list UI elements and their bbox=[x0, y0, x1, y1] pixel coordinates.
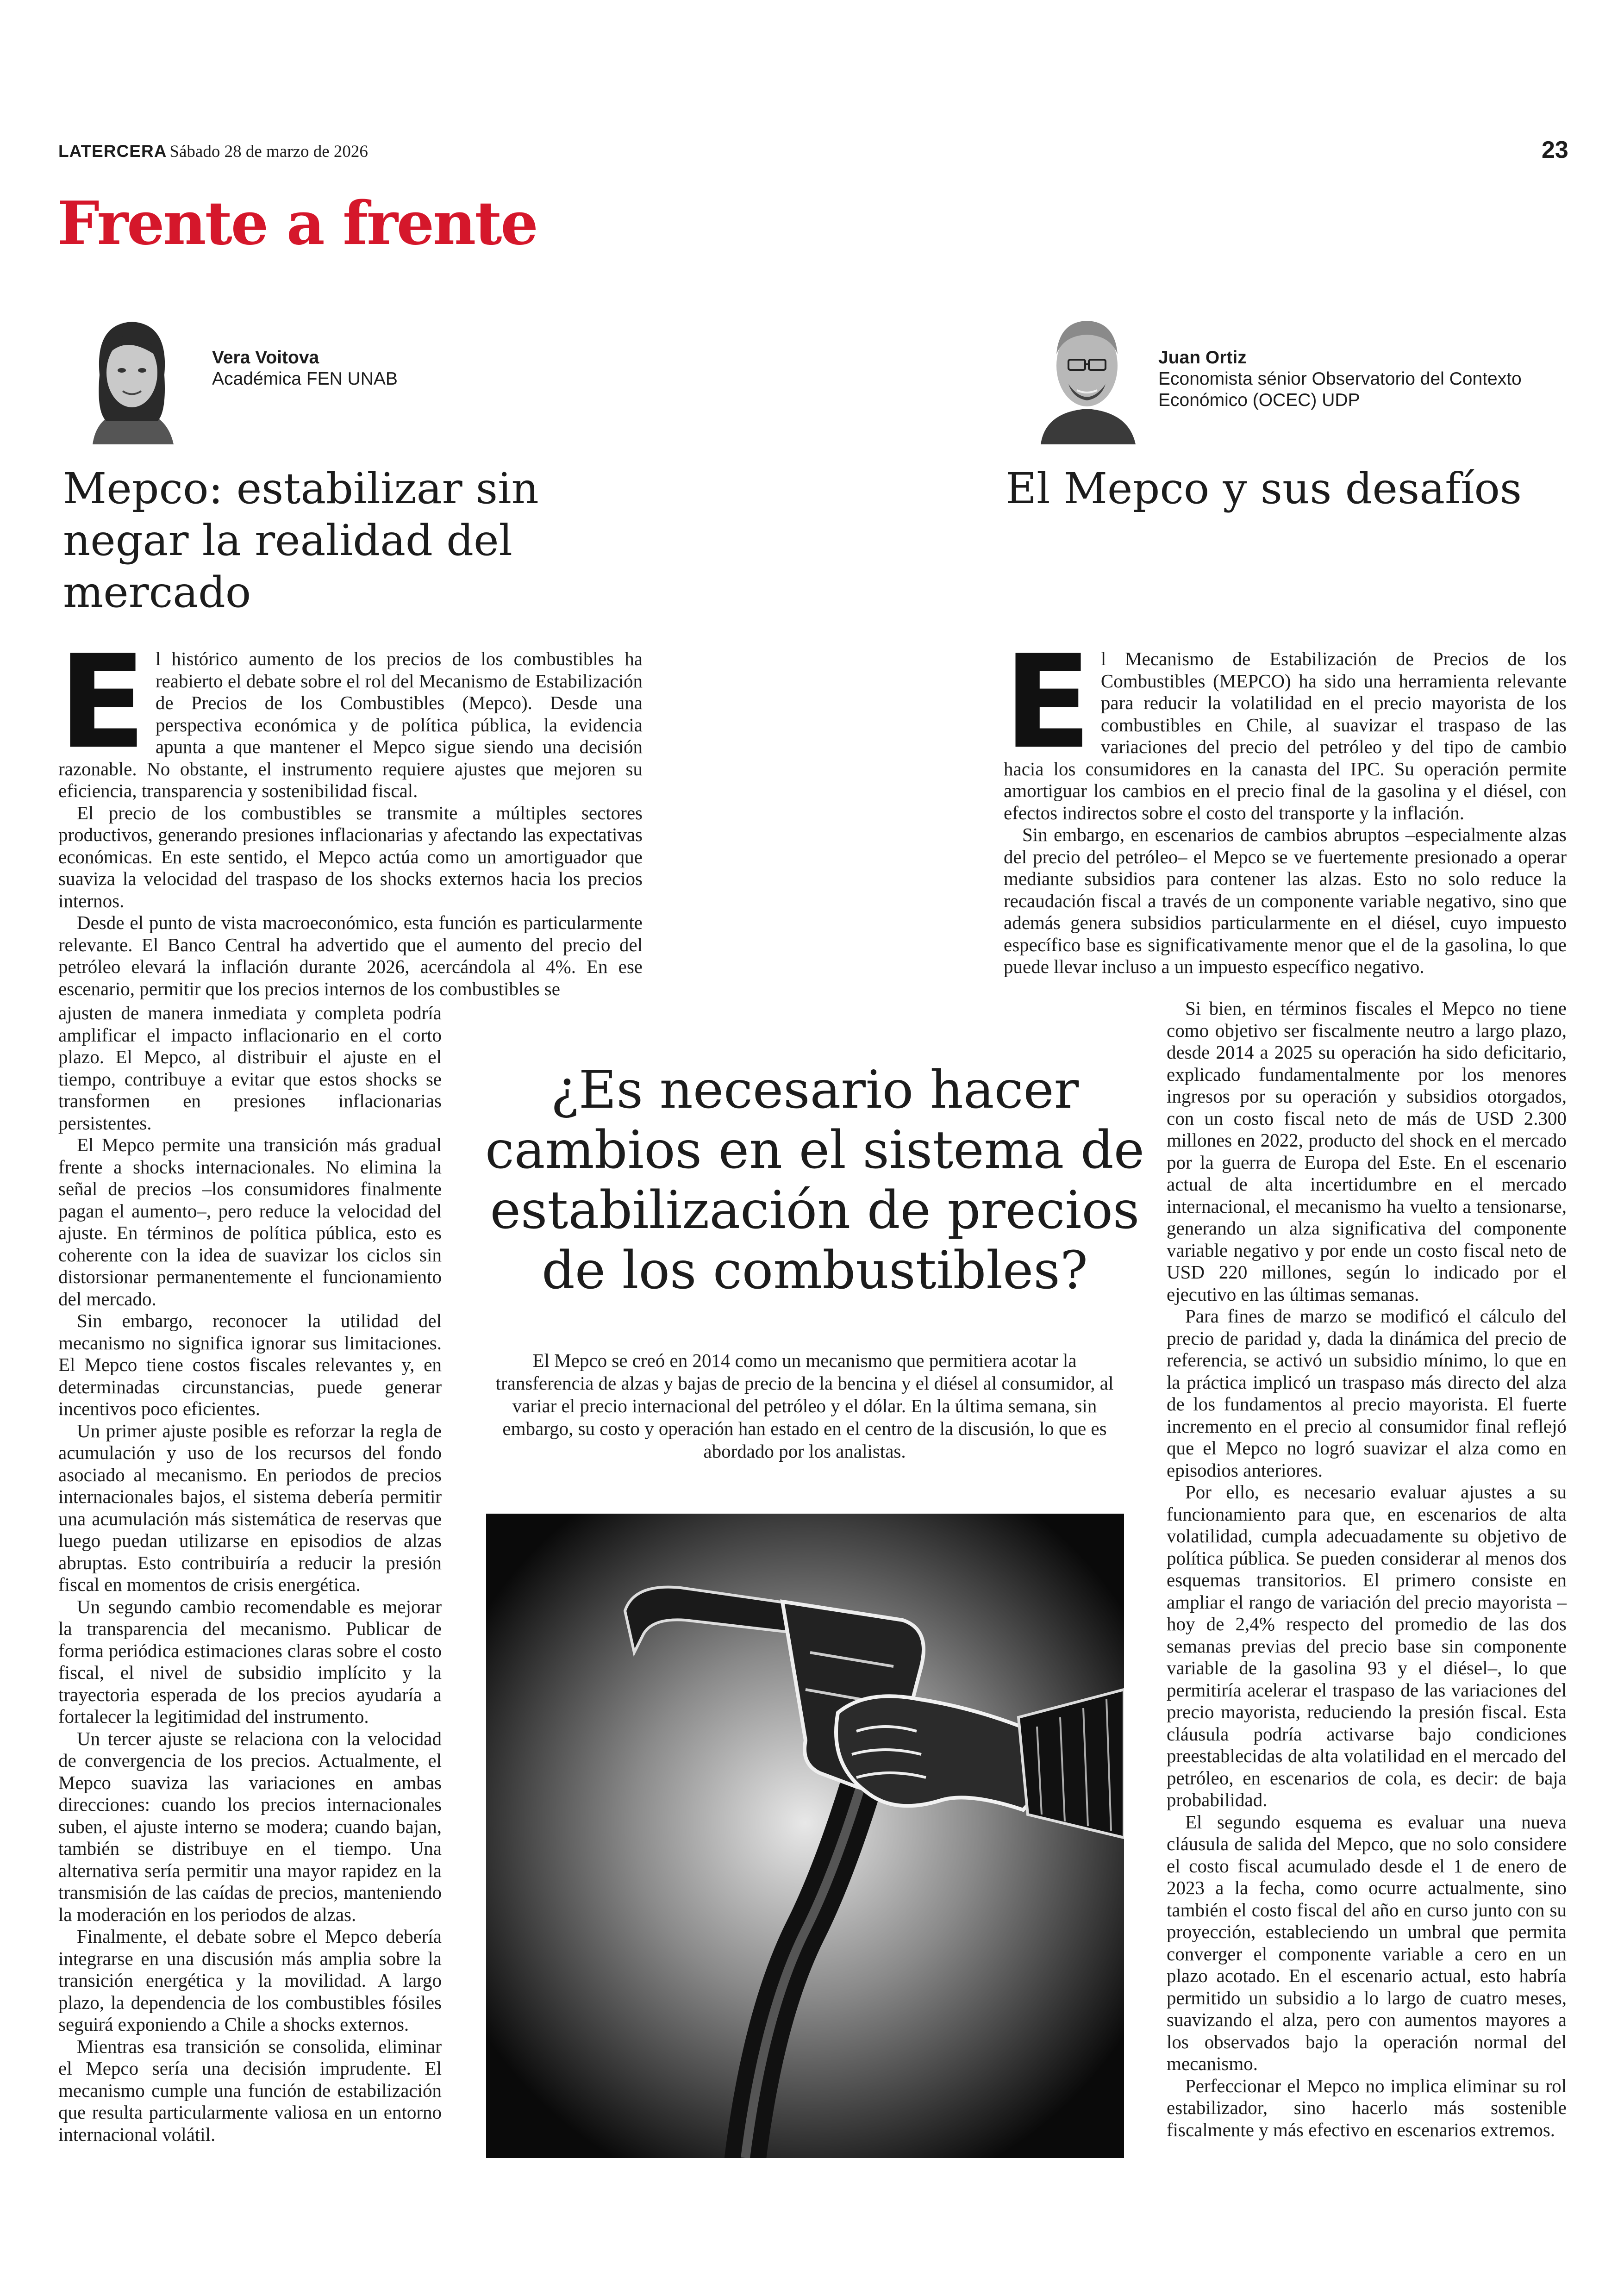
paragraph: Finalmente, el debate sobre el Mepco debería integrarse en una discusión más amplia sobre la transición energética y la movilidad. A largo plazo, la dependencia de los combustibles fósiles seguirá exponiendo a Chile a shocks externos. bbox=[58, 1926, 442, 2035]
paragraph: Por ello, es necesario evaluar ajustes a su funcionamiento para que, en escenarios de alta volatilidad, cumpla adecuadamente su objetivo de política pública. Se pueden considerar al menos dos esquemas transitorios. El primero consiste en ampliar el rango de variación del precio mayorista –hoy de 2,4% respecto del promedio de las dos semanas previas del precio base sin componente variable de la gasolina 93 y el diésel–, lo que permitiría acelerar el traspaso de las variaciones del precio mayorista, reduciendo la presión fiscal. Esta cláusula podría activarse bajo condiciones preestablecidas de alta volatilidad en el mercado del petróleo, en escenarios de cola, es decir: de baja probabilidad. bbox=[1167, 1481, 1567, 1810]
author-photo-left bbox=[74, 306, 190, 444]
central-question: ¿Es necesario hacer cambios en el sistema de estabilización de precios de los combustibles? bbox=[485, 1060, 1145, 1301]
section-title: Frente a frente bbox=[57, 189, 537, 258]
fuel-nozzle-illustration bbox=[486, 1514, 1124, 2158]
paragraph: ajusten de manera inmediata y completa podría amplificar el impacto inflacionario en el corto plazo. El Mepco, al distribuir el ajuste en el tiempo, contribuye a evitar que estos shocks se transformen en presiones inflacionarias persistentes. bbox=[58, 1002, 442, 1134]
paragraph: El segundo esquema es evaluar una nueva cláusula de salida del Mepco, que no solo considere el costo fiscal acumulado desde el 1 de enero de 2023 a la fecha, como ocurre actualmente, sino también el costo fiscal del año en curso junto con su proyección, estableciendo un umbral que permita converger el componente variable a cero en un plazo acotado. En el escenario actual, esto habría permitido un subsidio a lo largo de cuatro meses, suavizando el alza, pero con aumentos mayores a los observados bajo la operación normal del mecanismo. bbox=[1167, 1811, 1567, 2074]
article-right-top bbox=[1004, 627, 1567, 978]
portrait-right-icon bbox=[1027, 303, 1147, 444]
paragraph: Un tercer ajuste se relaciona con la velocidad de convergencia de los precios. Actualmente, el Mepco suaviza las variaciones en ambas direcciones: cuando los precios internacionales suben, el ajuste interno se modera; cuando bajan, también se distribuye en el tiempo. Una alternativa sería permitir una mayor rapidez en la transmisión de las caídas de precios, manteniendo la moderación en los periodos de alzas. bbox=[58, 1727, 442, 1925]
paragraph: Mientras esa transición se consolida, eliminar el Mepco sería una decisión imprudente. El mecanismo cumple una función de estabilización que resulta particularmente valiosa en un entorno internacional volátil. bbox=[58, 2035, 442, 2145]
article-left-column bbox=[58, 1002, 442, 2145]
paragraph: Desde el punto de vista macroeconómico, esta función es particularmente relevante. El Banco Central ha advertido que el aumento del precio del petróleo elevará la inflación durante 2026, acercándola al 4%. En ese escenario, permitir que los precios internos de los combustibles se bbox=[58, 912, 643, 999]
author-name-left: Vera Voitova bbox=[212, 348, 319, 368]
article-right-column bbox=[1167, 998, 1567, 2141]
issue-date: Sábado 28 de marzo de 2026 bbox=[169, 142, 368, 161]
author-role-left: Académica FEN UNAB bbox=[212, 369, 398, 389]
author-block-left bbox=[212, 347, 398, 390]
paragraph: El precio de los combustibles se transmite a múltiples sectores productivos, generando presiones inflacionarias y afectando las expectativas económicas. En este sentido, el Mepco actúa como un amortiguador que suaviza la velocidad del traspaso de los shocks externos hacia los precios internos. bbox=[58, 802, 643, 911]
headline-left: Mepco: estabilizar sin negar la realidad del mercado bbox=[63, 464, 539, 617]
newspaper-brand: LATERCERA bbox=[58, 142, 167, 161]
headline-right: El Mepco y sus desafíos bbox=[1006, 464, 1522, 513]
author-role-right-2: Económico (OCEC) UDP bbox=[1158, 390, 1360, 410]
author-photo-right bbox=[1027, 303, 1147, 444]
paragraph: Sin embargo, reconocer la utilidad del mecanismo no significa ignorar sus limitaciones. El Mepco tiene costos fiscales relevantes y, en determinadas circunstancias, puede generar incentivos poco eficientes. bbox=[58, 1310, 442, 1419]
paragraph: El Mepco permite una transición más gradual frente a shocks internacionales. No elimina la señal de precios –los consumidores finalmente pagan el aumento–, pero reduce la velocidad del ajuste. En términos de política pública, esto es coherente con la idea de suavizar los ciclos sin distorsionar permanentemente el funcionamiento del mercado. bbox=[58, 1134, 442, 1310]
author-block-right bbox=[1158, 347, 1522, 411]
portrait-left-icon bbox=[74, 306, 190, 444]
paragraph: Perfeccionar el Mepco no implica eliminar su rol estabilizador, sino hacerlo más sostenible fiscalmente y más efectivo en escenarios extremos. bbox=[1167, 2075, 1567, 2140]
paragraph: Para fines de marzo se modificó el cálculo del precio de paridad y, dada la dinámica del precio de referencia, se activó un subsidio mínimo, lo que en la práctica implicó un traspaso más directo del alza de los fundamentos al precio mayorista. El fuerte incremento en el precio al consumidor final reflejó que el Mepco no logró suavizar el alza como en episodios anteriores. bbox=[1167, 1305, 1567, 1481]
author-role-right-1: Economista sénior Observatorio del Contexto bbox=[1158, 369, 1522, 389]
central-lead: El Mepco se creó en 2014 como un mecanismo que permitiera acotar la transferencia de alzas y bajas de precio de la bencina y el diésel al consumidor, al variar el precio internacional del petróleo y el dólar. En la última semana, sin embargo, su costo y operación han estado en el centro de la discusión, lo que es abordado por los analistas. bbox=[495, 1350, 1114, 1462]
page-number: 23 bbox=[1542, 137, 1568, 163]
author-name-right: Juan Ortiz bbox=[1158, 348, 1247, 368]
page-header bbox=[58, 142, 368, 162]
paragraph: l Mecanismo de Estabilización de Precios de los Combustibles (MEPCO) ha sido una herramienta relevante para reducir la volatilidad en el precio mayorista de los combustibles en Chile, al suavizar el traspaso de las variaciones del precio del petróleo y del tipo de cambio hacia los consumidores en la canasta del IPC. Su operación permite amortiguar los cambios en el precio final de la gasolina y el diésel, con efectos indirectos sobre el costo del transporte y la inflación. bbox=[1004, 648, 1567, 823]
paragraph: Un primer ajuste posible es reforzar la regla de acumulación y uso de los recursos del fondo asociado al mecanismo. En periodos de precios internacionales bajos, el sistema debería permitir una acumulación más sistemática de reservas que luego puedan utilizarse en episodios de alzas abruptas. Esto contribuiría a reducir la presión fiscal en momentos de crisis energética. bbox=[58, 1420, 442, 1595]
fuel-nozzle-icon bbox=[486, 1514, 1124, 2158]
paragraph: Sin embargo, en escenarios de cambios abruptos –especialmente alzas del precio del petróleo– el Mepco se ve fuertemente presionado a operar mediante subsidios para contener las alzas. Esto no solo reduce la recaudación fiscal a través de un componente variable negativo, sino que además genera subsidios particularmente en el diésel, cuyo impuesto específico base es significativamente menor que el de la gasolina, lo que puede llevar incluso a un impuesto específico negativo. bbox=[1004, 824, 1567, 977]
article-left-top bbox=[58, 627, 643, 1000]
drop-cap-right: E bbox=[1004, 627, 1092, 777]
paragraph: Un segundo cambio recomendable es mejorar la transparencia del mecanismo. Publicar de forma periódica estimaciones claras sobre el costo fiscal, el nivel de subsidio implícito y la trayectoria esperada de los precios ayudaría a fortalecer la legitimidad del instrumento. bbox=[58, 1596, 442, 1727]
paragraph: l histórico aumento de los precios de los combustibles ha reabierto el debate sobre el rol del Mecanismo de Estabilización de Precios de los Combustibles (Mepco). Desde una perspectiva económica y de política pública, la evidencia apunta a que mantener el Mepco sigue siendo una decisión razonable. No obstante, el instrumento requiere ajustes que mejoren su eficiencia, transparencia y sostenibilidad fiscal. bbox=[58, 648, 643, 801]
drop-cap-left: E bbox=[58, 627, 146, 777]
paragraph: Si bien, en términos fiscales el Mepco no tiene como objetivo ser fiscalmente neutro a largo plazo, desde 2014 a 2025 su operación ha sido deficitario, explicado fundamentalmente por los menores ingresos por su operación y subsidios otorgados, con un costo fiscal neto de más de USD 2.300 millones en 2022, producto del shock en el mercado por la guerra de Europa del Este. En el escenario actual de alta incertidumbre en el mercado internacional, el mecanismo ha vuelto a tensionarse, generando un alza significativa del componente variable negativo y por ende un costo fiscal neto de USD 220 millones, según lo indicado por el ejecutivo en las últimas semanas. bbox=[1167, 998, 1567, 1305]
